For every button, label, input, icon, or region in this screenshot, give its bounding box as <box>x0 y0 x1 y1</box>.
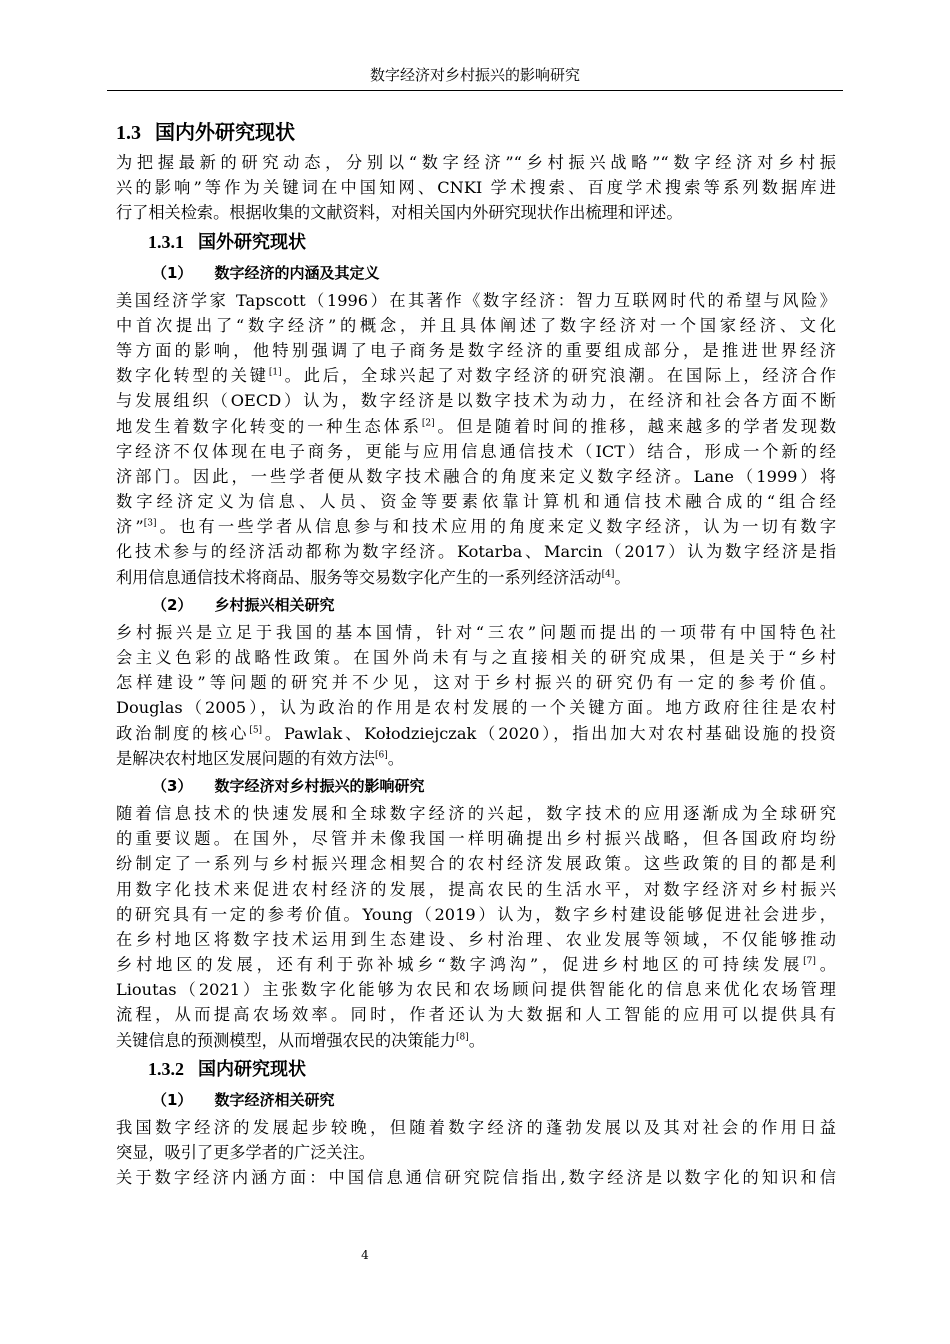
citation-ref: [7] <box>803 956 816 967</box>
text-run: 化技术参与的经济活动都称为数字经济。Kotarba、Marcin（2017）认为数字经济是指 <box>116 542 836 562</box>
text-line <box>116 902 836 927</box>
text-run: 地发生着数字化转变的一种生态体系 <box>116 416 422 436</box>
citation-ref: [5] <box>249 725 263 736</box>
text-run: 利用信息通信技术将商品、服务等交易数字化产生的一系列经济活动 <box>116 567 602 587</box>
text-run: 等方面的影响，他特别强调了电子商务是数字经济的重要组成部分，是推进世界经济 <box>116 340 836 360</box>
text-line <box>116 670 836 695</box>
body-paragraph <box>116 288 836 590</box>
text-line <box>116 1028 836 1053</box>
text-line <box>116 565 836 590</box>
text-run: 乡村地区的发展，还有利于弥补城乡“数字鸿沟”，促进乡村地区的可持续发展 <box>116 955 804 975</box>
citation-ref: [1] <box>268 367 282 378</box>
text-line <box>116 746 836 771</box>
section-title: 国内外研究现状 <box>155 120 295 144</box>
text-run: 数字化转型的关键 <box>116 366 269 386</box>
text-line <box>116 363 836 388</box>
section-heading <box>116 114 836 150</box>
item-number: （2） <box>152 595 193 614</box>
text-run: 。 <box>468 1030 485 1050</box>
item-title: 乡村振兴相关研究 <box>214 595 335 614</box>
text-line: 为把握最新的研究动态，分别以“数字经济”“乡村振兴战略”“数字经济对乡村振 <box>116 153 836 172</box>
citation-ref: [4] <box>601 569 615 580</box>
text-run: 数字经济定义为信息、人员、资金等要素依靠计算机和通信技术融合成的“组合经 <box>116 492 836 512</box>
text-run: 字经济不仅体现在电子商务，更能与应用信息通信技术（ICT）结合，形成一个新的经 <box>116 441 836 461</box>
text-run: 济” <box>116 517 144 537</box>
item-heading <box>116 258 836 288</box>
subsection-body <box>116 258 836 1053</box>
text-run: 。 <box>387 748 404 768</box>
citation-ref: [8] <box>455 1032 469 1043</box>
text-run: Douglas（2005），认为政治的作用是农村发展的一个关键方面。地方政府往往是农村 <box>116 698 836 718</box>
text-run: 的研究具有一定的参考价值。Young（2019）认为，数字乡村建设能够促进社会进步， <box>116 904 836 924</box>
text-run: 随着信息技术的快速发展和全球数字经济的兴起，数字技术的应用逐渐成为全球研究 <box>116 803 836 823</box>
text-line <box>116 1165 836 1190</box>
intro-paragraph <box>116 150 836 226</box>
text-line <box>116 1115 836 1140</box>
item-heading <box>116 1085 836 1115</box>
text-line <box>116 645 836 670</box>
text-run: 乡村振兴是立足于我国的基本国情，针对“三农”问题而提出的一项带有中国特色社 <box>116 622 836 642</box>
text-line <box>116 721 836 746</box>
item-number: （1） <box>152 1090 193 1109</box>
text-line: 兴的影响”等作为关键词在中国知网、CNKI 学术搜索、百度学术搜索等系列数据库进 <box>116 178 836 198</box>
text-run: 政治制度的核心 <box>116 723 250 743</box>
subsection-number: 1.3.2 <box>148 1058 184 1079</box>
text-run: 关于数字经济内涵方面：中国信息通信研究院信指出,数字经济是以数字化的知识和信 <box>116 1168 836 1188</box>
text-line <box>116 288 836 313</box>
page-number: 4 <box>361 1248 369 1262</box>
text-run: Lioutas（2021）主张数字化能够为农民和农场顾问提供智能化的信息来优化农场管理 <box>116 980 836 1000</box>
text-run: 。但是随着时间的推移，越来越多的学者发现数 <box>434 416 837 436</box>
text-run: 。此后，全球兴起了对数字经济的研究浪潮。在国际上，经济合作 <box>281 366 837 386</box>
text-run: 济部门。因此，一些学者便从数字技术融合的角度来定义数字经济。Lane（1999）将 <box>116 466 836 486</box>
citation-ref: [2] <box>421 418 435 429</box>
text-run: 会主义色彩的战略性政策。在国外尚未有与之直接相关的研究成果，但是关于“乡村 <box>116 648 836 667</box>
section-number: 1.3 <box>116 122 141 144</box>
subsection-title: 国内研究现状 <box>198 1058 306 1080</box>
subsection-heading <box>116 226 836 258</box>
text-run: 中首次提出了“数字经济”的概念，并且具体阐述了数字经济对一个国家经济、文化 <box>116 315 836 335</box>
text-run: 我国数字经济的发展起步较晚，但随着数字经济的蓬勃发展以及其对社会的作用日益 <box>116 1117 836 1137</box>
subsection-title: 国外研究现状 <box>198 231 306 253</box>
text-run: 怎样建设”等问题的研究并不少见，这对于乡村振兴的研究仍有一定的参考价值。 <box>116 673 836 693</box>
item-title: 数字经济相关研究 <box>214 1090 335 1109</box>
text-line <box>116 826 836 851</box>
text-run: 与发展组织（OECD）认为，数字经济是以数字技术为动力，在经济和社会各方面不断 <box>116 391 836 411</box>
text-line <box>116 464 836 489</box>
text-run: 。也有一些学者从信息参与和技术应用的角度来定义数字经济，认为一切有数字 <box>156 517 837 537</box>
subsection-number: 1.3.1 <box>148 231 184 252</box>
text-run: 。 <box>614 567 631 587</box>
subsection-heading <box>116 1053 836 1085</box>
text-line <box>116 877 836 902</box>
citation-ref: [3] <box>143 518 157 529</box>
citation-ref: [6] <box>375 750 388 761</box>
header-rule <box>107 90 843 91</box>
item-heading <box>116 590 836 620</box>
text-run: 美国经济学家 Tapscott（1996）在其著作《数字经济：智力互联网时代的希望与风险》 <box>116 290 836 310</box>
running-header: 数字经济对乡村振兴的影响研究 <box>369 66 580 84</box>
text-line <box>116 927 836 952</box>
text-run: 突显，吸引了更多学者的广泛关注。 <box>116 1143 375 1162</box>
text-line <box>116 1002 836 1027</box>
page-content <box>116 114 836 1190</box>
text-run: 的重要议题。在国外，尽管并未像我国一样明确提出乡村振兴战略，但各国政府均纷 <box>116 829 836 849</box>
text-line <box>116 620 836 645</box>
text-line <box>116 489 836 514</box>
item-title: 数字经济的内涵及其定义 <box>214 263 380 282</box>
text-line <box>116 313 836 338</box>
item-title: 数字经济对乡村振兴的影响研究 <box>214 776 425 795</box>
text-run: 关键信息的预测模型，从而增强农民的决策能力 <box>116 1030 456 1050</box>
text-line: 行了相关检索。根据收集的文献资料，对相关国内外研究现状作出梳理和评述。 <box>116 203 683 223</box>
text-line <box>116 801 836 826</box>
text-line <box>116 514 836 539</box>
text-line <box>116 851 836 876</box>
item-number: （3） <box>152 776 193 795</box>
text-run: 纷制定了一系列与乡村振兴理念相契合的农村经济发展政策。这些政策的目的都是利 <box>116 854 836 874</box>
subsection-body <box>116 1085 836 1191</box>
text-line <box>116 977 836 1002</box>
text-line <box>116 695 836 720</box>
text-line <box>116 338 836 363</box>
item-number: （1） <box>152 263 193 282</box>
text-line <box>116 952 836 977</box>
text-run: 是解决农村地区发展问题的有效方法 <box>116 748 375 768</box>
text-line <box>116 414 836 439</box>
body-paragraph <box>116 620 836 771</box>
text-line <box>116 1140 836 1165</box>
text-line <box>116 539 836 564</box>
text-line <box>116 388 836 413</box>
text-run: 流程，从而提高农场效率。同时，作者还认为大数据和人工智能的应用可以提供具有 <box>116 1005 836 1025</box>
text-line <box>116 439 836 464</box>
text-run: 。 <box>815 955 836 975</box>
body-paragraph <box>116 801 836 1053</box>
text-run: 在乡村地区将数字技术运用到生态建设、乡村治理、农业发展等领域，不仅能够推动 <box>116 929 836 949</box>
text-run: 用数字化技术来促进农村经济的发展，提高农民的生活水平，对数字经济对乡村振兴 <box>116 879 836 899</box>
text-run: 。Pawlak、Kołodziejczak（2020），指出加大对农村基础设施的投资 <box>262 723 836 743</box>
body-paragraph <box>116 1115 836 1191</box>
item-heading <box>116 771 836 801</box>
